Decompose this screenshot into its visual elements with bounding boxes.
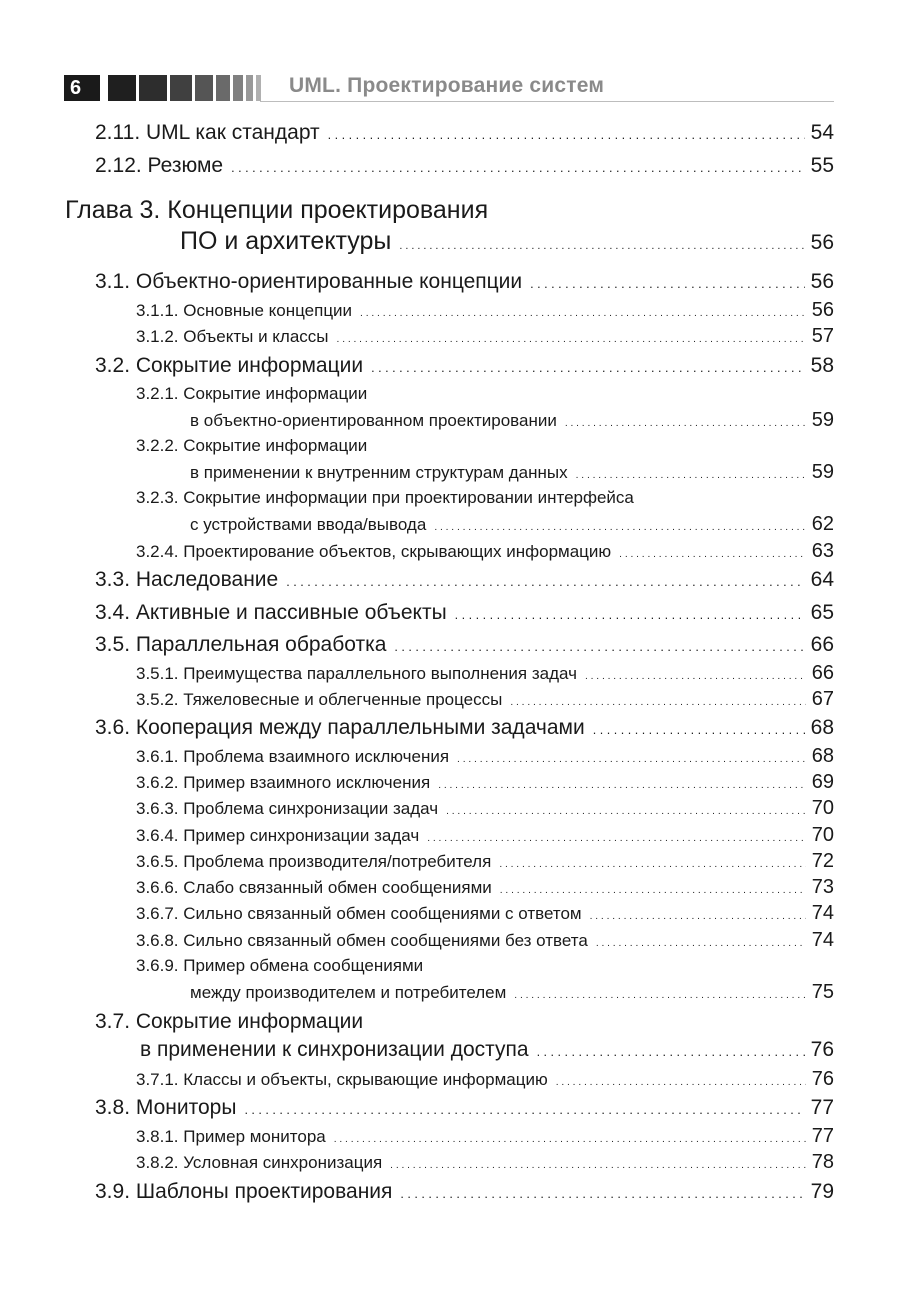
toc-entry-3-6-7[interactable]: 3.6.7. Сильно связанный обмен сообщениями с ответом . . . 74: [136, 902, 834, 925]
toc-entry-3-6-4[interactable]: 3.6.4. Пример синхронизации задач . . . 70: [136, 824, 834, 847]
toc-entry-3-6-8[interactable]: 3.6.8. Сильно связанный обмен сообщениями без ответа . . . 74: [136, 929, 834, 952]
toc-entry-3-6[interactable]: 3.6. Кооперация между параллельными задачами . . . 68: [95, 716, 834, 740]
toc-entry-3-6-9[interactable]: между производителем и потребителем . . . 75: [190, 981, 834, 1004]
toc-entry-chapter-3[interactable]: ПО и архитектуры . . . 56: [180, 227, 834, 256]
toc-entry-3-2-3[interactable]: с устройствами ввода/вывода . . . 62: [190, 513, 834, 536]
toc-entry-3-6-9-line1: 3.6.9. Пример обмена сообщениями: [136, 956, 424, 975]
toc-entry-3-2-2-line1: 3.2.2. Сокрытие информации: [136, 436, 368, 455]
toc-entry-3-2-3-line1: 3.2.3. Сокрытие информации при проектировании интерфейса: [136, 488, 634, 507]
toc-entry-3-8-1[interactable]: 3.8.1. Пример монитора . . . 77: [136, 1125, 834, 1148]
toc-entry-2-12[interactable]: 2.12. Резюме . . . 55: [95, 154, 834, 178]
toc-entry-3-2-1[interactable]: в объектно-ориентированном проектировании . . . 59: [190, 409, 834, 432]
toc-entry-3-5-2[interactable]: 3.5.2. Тяжеловесные и облегченные процессы . . . 67: [136, 688, 834, 711]
toc-entry-3-8-2[interactable]: 3.8.2. Условная синхронизация . . . 78: [136, 1151, 834, 1174]
toc-entry-3-7-line1: 3.7. Сокрытие информации: [95, 1010, 364, 1033]
header-title: UML. Проектирование систем: [289, 74, 605, 97]
toc-entry-2-11[interactable]: 2.11. UML как стандарт . . . 54: [95, 121, 834, 145]
toc-entry-3-6-3[interactable]: 3.6.3. Проблема синхронизации задач . . . 70: [136, 797, 834, 820]
toc-entry-3-1-2[interactable]: 3.1.2. Объекты и классы . . . 57: [136, 325, 834, 348]
toc-entry-3-4[interactable]: 3.4. Активные и пассивные объекты . . . 65: [95, 601, 834, 625]
header-rule: [260, 101, 834, 102]
toc-entry-3-8[interactable]: 3.8. Мониторы . . . 77: [95, 1096, 834, 1120]
toc-entry-3-6-1[interactable]: 3.6.1. Проблема взаимного исключения . . . 68: [136, 745, 834, 768]
chapter-3-title-line1: Глава 3. Концепции проектирования: [65, 196, 489, 224]
toc-entry-3-7-1[interactable]: 3.7.1. Классы и объекты, скрывающие информацию . . . 76: [136, 1068, 834, 1091]
toc-entry-3-2-2[interactable]: в применении к внутренним структурам данных . . . 59: [190, 461, 834, 484]
toc-entry-3-2[interactable]: 3.2. Сокрытие информации . . . 58: [95, 354, 834, 378]
toc-entry-3-6-2[interactable]: 3.6.2. Пример взаимного исключения . . . 69: [136, 771, 834, 794]
toc-entry-3-5[interactable]: 3.5. Параллельная обработка . . . 66: [95, 633, 834, 657]
toc-entry-3-6-6[interactable]: 3.6.6. Слабо связанный обмен сообщениями . . . 73: [136, 876, 834, 899]
toc-entry-3-2-1-line1: 3.2.1. Сокрытие информации: [136, 384, 368, 403]
running-header: [64, 73, 834, 103]
toc-entry-3-7[interactable]: в применении к синхронизации доступа . . . 76: [140, 1038, 834, 1062]
toc-entry-3-6-5[interactable]: 3.6.5. Проблема производителя/потребителя . . . 72: [136, 850, 834, 873]
toc-entry-3-2-4[interactable]: 3.2.4. Проектирование объектов, скрывающих информацию . . . 63: [136, 540, 834, 563]
toc-entry-3-5-1[interactable]: 3.5.1. Преимущества параллельного выполнения задач . . . 66: [136, 662, 834, 685]
toc-entry-3-1[interactable]: 3.1. Объектно-ориентированные концепции . . . 56: [95, 270, 834, 294]
toc-entry-3-9[interactable]: 3.9. Шаблоны проектирования . . . 79: [95, 1180, 834, 1204]
toc-entry-3-1-1[interactable]: 3.1.1. Основные концепции . . . 56: [136, 299, 834, 322]
toc-entry-3-3[interactable]: 3.3. Наследование . . . 64: [95, 568, 834, 592]
page-number: 6: [64, 75, 100, 101]
